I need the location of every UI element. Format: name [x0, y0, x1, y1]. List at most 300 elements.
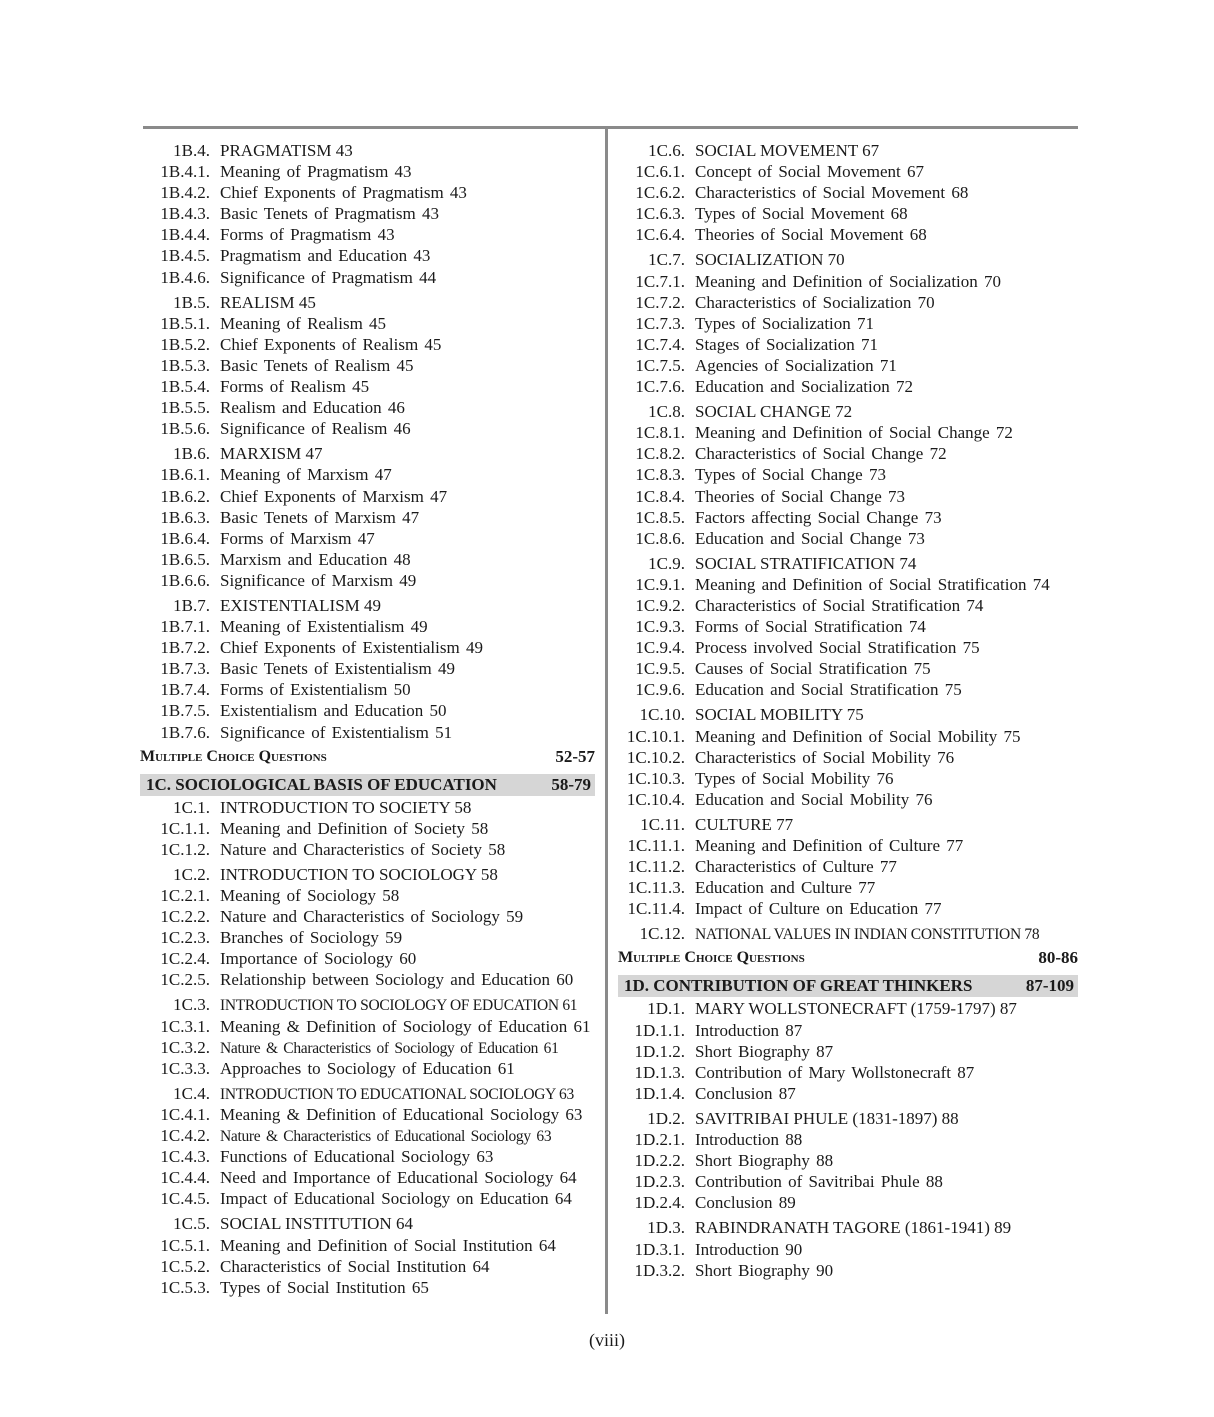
section-number: 1D.1. — [647, 999, 685, 1019]
toc-section-heading — [140, 443, 595, 464]
section-title: Education and Social Stratification 75 — [695, 680, 962, 700]
section-title: Characteristics of Social Institution 64 — [220, 1256, 490, 1276]
section-number: 1C.9.1. — [635, 574, 685, 594]
toc-subsection-item — [618, 182, 1078, 203]
section-number: 1C.2.3. — [160, 928, 210, 948]
section-number: 1C.11.1. — [627, 836, 685, 855]
section-title: Types of Socialization 71 — [695, 313, 875, 333]
toc-subsection-item — [140, 906, 595, 927]
section-title: Meaning and Definition of Social Institution 64 — [220, 1235, 556, 1255]
section-title: Short Biography 87 — [695, 1041, 834, 1061]
section-title: Meaning and Definition of Society 58 — [220, 818, 489, 838]
toc-subsection-item — [618, 658, 1078, 679]
section-number: 1C.11.3. — [627, 878, 685, 898]
section-title: Significance of Marxism 49 — [220, 570, 417, 590]
toc-subsection-item — [140, 818, 595, 839]
toc-subsection-item — [140, 1188, 595, 1209]
section-title: Existentialism and Education 50 — [220, 701, 447, 721]
section-title: Significance of Existentialism 51 — [220, 722, 453, 742]
section-title: Contribution of Mary Wollstonecraft 87 — [695, 1062, 975, 1082]
mcq-pages: 52-57 — [555, 746, 595, 766]
toc-subsection-item — [140, 313, 595, 334]
section-title: SOCIAL MOVEMENT 67 — [695, 141, 880, 160]
column-divider — [605, 126, 608, 1314]
section-title: Functions of Educational Sociology 63 — [220, 1147, 494, 1167]
toc-section-heading — [618, 1217, 1078, 1238]
toc-subsection-item — [140, 161, 595, 182]
section-number: 1B.6.2. — [160, 486, 210, 506]
section-number: 1C.8.5. — [635, 507, 685, 527]
section-title: INTRODUCTION TO EDUCATIONAL SOCIOLOGY 63 — [220, 1085, 574, 1103]
section-title: Causes of Social Stratification 75 — [695, 659, 931, 679]
toc-subsection-item — [140, 839, 595, 860]
section-title: RABINDRANATH TAGORE (1861-1941) 89 — [695, 1218, 1012, 1238]
section-title: Significance of Realism 46 — [220, 419, 411, 439]
section-title: Meaning of Marxism 47 — [220, 465, 392, 485]
section-title: Meaning of Existentialism 49 — [220, 617, 428, 637]
toc-subsection-item — [618, 726, 1078, 747]
toc-subsection-item — [618, 856, 1078, 877]
toc-subsection-item — [618, 376, 1078, 397]
section-number: 1C.6.4. — [635, 225, 685, 245]
toc-subsection-item — [140, 637, 595, 658]
section-number: 1D.1.3. — [634, 1062, 685, 1082]
toc-section-heading — [140, 864, 595, 885]
toc-section-heading — [140, 1213, 595, 1234]
toc-subsection-item — [618, 161, 1078, 182]
section-number: 1C.9.3. — [635, 617, 685, 637]
section-title: SAVITRIBAI PHULE (1831-1897) 88 — [695, 1108, 959, 1128]
section-number: 1B.7.5. — [160, 701, 210, 721]
toc-subsection-item — [140, 1167, 595, 1188]
toc-subsection-item — [618, 595, 1078, 616]
toc-subsection-item — [618, 1192, 1078, 1213]
toc-section-heading — [140, 994, 595, 1015]
section-title: Short Biography 90 — [695, 1260, 834, 1280]
section-title: CULTURE 77 — [695, 814, 794, 834]
section-title: Characteristics of Social Change 72 — [695, 444, 947, 464]
section-title: Impact of Educational Sociology on Education 64 — [220, 1189, 572, 1209]
section-number: 1C.2. — [173, 864, 210, 884]
section-number: 1B.6.1. — [160, 465, 210, 485]
toc-subsection-item — [618, 271, 1078, 292]
section-title: NATIONAL VALUES IN INDIAN CONSTITUTION 78 — [695, 926, 1040, 944]
section-number: 1D.1.1. — [634, 1020, 685, 1040]
section-number: 1C.7.2. — [635, 292, 685, 312]
section-number: 1B.7.3. — [160, 659, 210, 679]
toc-subsection-item — [618, 464, 1078, 485]
section-title: Characteristics of Social Stratification 74 — [695, 595, 984, 615]
section-number: 1C.4.4. — [160, 1168, 210, 1188]
toc-subsection-item — [140, 418, 595, 439]
section-number: 1C.1.1. — [160, 818, 210, 838]
section-title: Marxism and Education 48 — [220, 549, 411, 569]
section-title: Factors affecting Social Change 73 — [695, 507, 942, 527]
section-number: 1C.11.4. — [627, 899, 685, 919]
section-title: Meaning and Definition of Social Mobility 75 — [695, 726, 1021, 746]
section-number: 1C.8.2. — [635, 444, 685, 464]
section-number: 1B.5.5. — [160, 398, 210, 418]
section-number: 1C.7.3. — [635, 313, 685, 333]
section-number: 1B.7.2. — [160, 638, 210, 658]
section-title: Characteristics of Socialization 70 — [695, 292, 935, 312]
toc-subsection-item — [140, 1058, 595, 1079]
section-number: 1C.4.1. — [160, 1104, 210, 1124]
section-number: 1C.10.2. — [626, 747, 685, 767]
mcq-pages: 80-86 — [1038, 948, 1078, 968]
toc-subsection-item — [140, 616, 595, 637]
section-number: 1B.4.2. — [160, 183, 210, 203]
section-number: 1B.5.6. — [160, 419, 210, 439]
toc-section-heading — [618, 704, 1078, 725]
section-number: 1C.4.5. — [160, 1189, 210, 1209]
toc-subsection-item — [618, 1041, 1078, 1062]
toc-subsection-item — [618, 1239, 1078, 1260]
section-title: Forms of Social Stratification 74 — [695, 617, 926, 637]
unit-heading — [618, 975, 1078, 997]
section-number: 1B.7. — [173, 595, 210, 615]
unit-heading — [140, 774, 595, 796]
toc-section-heading — [618, 923, 1078, 944]
section-number: 1C.8.6. — [635, 528, 685, 548]
section-title: Meaning of Realism 45 — [220, 313, 387, 333]
section-number: 1B.5.4. — [160, 377, 210, 397]
section-title: SOCIAL STRATIFICATION 74 — [695, 553, 917, 573]
section-title: Forms of Marxism 47 — [220, 528, 375, 548]
toc-subsection-item — [618, 877, 1078, 898]
section-title: SOCIAL INSTITUTION 64 — [220, 1214, 413, 1234]
toc-subsection-item — [140, 1037, 595, 1058]
toc-subsection-item — [140, 1235, 595, 1256]
section-number: 1B.7.1. — [160, 617, 210, 637]
section-number: 1C.2.1. — [160, 886, 210, 905]
section-number: 1C.4.2. — [160, 1126, 210, 1146]
toc-section-heading — [140, 1083, 595, 1104]
section-number: 1B.6.3. — [160, 507, 210, 527]
toc-subsection-item — [140, 1277, 595, 1298]
toc-section-heading — [140, 292, 595, 313]
section-number: 1C.10.1. — [626, 726, 685, 746]
section-title: Process involved Social Stratification 75 — [695, 638, 980, 658]
section-number: 1B.7.6. — [160, 722, 210, 742]
section-title: Relationship between Sociology and Education 60 — [220, 970, 574, 990]
section-title: Nature and Characteristics of Society 58 — [220, 839, 506, 859]
toc-subsection-item — [618, 1083, 1078, 1104]
toc-subsection-item — [140, 1104, 595, 1125]
section-number: 1C.6.3. — [635, 204, 685, 224]
section-number: 1B.5.2. — [160, 334, 210, 354]
section-title: INTRODUCTION TO SOCIOLOGY 58 — [220, 864, 498, 884]
section-title: Meaning & Definition of Educational Sociology 63 — [220, 1104, 583, 1124]
section-number: 1C.7.1. — [635, 271, 685, 291]
toc-subsection-item — [618, 313, 1078, 334]
section-title: Theories of Social Movement 68 — [695, 225, 927, 245]
toc-subsection-item — [618, 203, 1078, 224]
toc-subsection-item — [618, 224, 1078, 245]
section-number: 1B.4.5. — [160, 246, 210, 266]
mcq-entry — [140, 745, 595, 769]
toc-subsection-item — [618, 747, 1078, 768]
section-title: MARY WOLLSTONECRAFT (1759-1797) 87 — [695, 999, 1017, 1019]
toc-subsection-item — [140, 1146, 595, 1167]
section-title: Short Biography 88 — [695, 1151, 834, 1171]
section-title: Approaches to Sociology of Education 61 — [220, 1058, 515, 1078]
toc-subsection-item — [140, 528, 595, 549]
section-number: 1D.2.1. — [634, 1130, 685, 1150]
section-number: 1D.3.1. — [634, 1239, 685, 1259]
toc-section-heading — [618, 401, 1078, 422]
section-number: 1C.10.3. — [626, 768, 685, 788]
page-number: (viii) — [589, 1330, 625, 1350]
section-title: Basic Tenets of Realism 45 — [220, 355, 414, 375]
section-title: Characteristics of Culture 77 — [695, 857, 897, 877]
section-title: Characteristics of Social Mobility 76 — [695, 747, 955, 767]
toc-subsection-item — [140, 1125, 595, 1146]
section-number: 1C.9.6. — [635, 680, 685, 700]
section-title: Chief Exponents of Realism 45 — [220, 334, 442, 354]
section-number: 1C.6. — [648, 141, 685, 160]
toc-subsection-item — [140, 722, 595, 743]
section-title: Nature & Characteristics of Sociology of Education 61 — [220, 1039, 559, 1057]
section-title: MARXISM 47 — [220, 444, 323, 464]
section-number: 1C.7.4. — [635, 334, 685, 354]
toc-subsection-item — [140, 927, 595, 948]
section-number: 1C.12. — [639, 924, 685, 944]
section-number: 1C.8.3. — [635, 465, 685, 485]
toc-subsection-item — [140, 1016, 595, 1037]
toc-subsection-item — [140, 885, 595, 906]
section-title: Characteristics of Social Movement 68 — [695, 183, 969, 203]
section-number: 1C.2.2. — [160, 907, 210, 927]
section-number: 1D.1.4. — [634, 1083, 685, 1103]
section-number: 1C.5.3. — [160, 1277, 210, 1297]
toc-subsection-item — [618, 1129, 1078, 1150]
toc-subsection-item — [618, 637, 1078, 658]
toc-subsection-item — [618, 507, 1078, 528]
section-number: 1C.8.1. — [635, 423, 685, 443]
section-title: REALISM 45 — [220, 292, 316, 312]
toc-subsection-item — [618, 1062, 1078, 1083]
toc-subsection-item — [618, 422, 1078, 443]
section-title: Chief Exponents of Pragmatism 43 — [220, 183, 467, 203]
section-title: Chief Exponents of Marxism 47 — [220, 486, 448, 506]
section-number: 1C.1.2. — [160, 839, 210, 859]
toc-section-heading — [618, 1108, 1078, 1129]
section-title: Types of Social Change 73 — [695, 465, 886, 485]
section-title: Agencies of Socialization 71 — [695, 355, 897, 375]
toc-subsection-item — [140, 224, 595, 245]
section-number: 1B.6.6. — [160, 570, 210, 590]
section-title: Education and Social Mobility 76 — [695, 789, 933, 809]
section-title: Introduction 90 — [695, 1239, 803, 1259]
section-title: Meaning and Definition of Social Change 72 — [695, 423, 1013, 443]
section-title: Education and Social Change 73 — [695, 528, 925, 548]
section-number: 1B.5. — [173, 292, 210, 312]
section-title: Education and Culture 77 — [695, 878, 876, 898]
section-number: 1C.3.3. — [160, 1058, 210, 1078]
section-title: Conclusion 89 — [695, 1193, 796, 1213]
toc-subsection-item — [618, 679, 1078, 700]
section-number: 1B.7.4. — [160, 680, 210, 700]
toc-subsection-item — [140, 507, 595, 528]
section-number: 1C.9.2. — [635, 595, 685, 615]
section-number: 1B.5.1. — [160, 313, 210, 333]
section-number: 1B.4.1. — [160, 162, 210, 182]
section-title: Chief Exponents of Existentialism 49 — [220, 638, 483, 658]
toc-subsection-item — [618, 835, 1078, 856]
section-title: Forms of Existentialism 50 — [220, 680, 411, 700]
section-number: 1C.7.6. — [635, 377, 685, 397]
toc-subsection-item — [618, 898, 1078, 919]
toc-subsection-item — [140, 679, 595, 700]
mcq-label: Multiple Choice Questions — [618, 949, 805, 967]
toc-subsection-item — [618, 789, 1078, 810]
section-number: 1B.4. — [173, 141, 210, 160]
unit-title: 1C. SOCIOLOGICAL BASIS OF EDUCATION — [146, 774, 497, 794]
section-title: Branches of Sociology 59 — [220, 928, 403, 948]
section-title: Basic Tenets of Existentialism 49 — [220, 659, 456, 679]
section-number: 1C.6.1. — [635, 162, 685, 182]
section-title: Impact of Culture on Education 77 — [695, 899, 942, 919]
section-title: Meaning of Sociology 58 — [220, 886, 400, 905]
toc-subsection-item — [618, 292, 1078, 313]
section-title: Importance of Sociology 60 — [220, 949, 417, 969]
section-number: 1B.4.6. — [160, 267, 210, 287]
section-title: Education and Socialization 72 — [695, 377, 913, 397]
toc-subsection-item — [140, 969, 595, 990]
section-number: 1C.5.2. — [160, 1256, 210, 1276]
toc-subsection-item — [140, 334, 595, 355]
section-title: Contribution of Savitribai Phule 88 — [695, 1172, 943, 1192]
section-number: 1D.1.2. — [634, 1041, 685, 1061]
section-number: 1B.5.3. — [160, 355, 210, 375]
toc-section-heading — [618, 998, 1078, 1019]
toc-subsection-item — [618, 443, 1078, 464]
section-title: Meaning and Definition of Socialization 70 — [695, 271, 1002, 291]
toc-subsection-item — [140, 549, 595, 570]
section-number: 1C.9. — [648, 553, 685, 573]
toc-subsection-item — [618, 768, 1078, 789]
unit-pages: 87-109 — [1025, 976, 1074, 996]
mcq-label: Multiple Choice Questions — [140, 747, 327, 765]
toc-section-heading — [140, 140, 595, 161]
toc-subsection-item — [140, 658, 595, 679]
section-title: Need and Importance of Educational Sociology 64 — [220, 1168, 577, 1188]
toc-section-heading — [618, 140, 1078, 161]
toc-subsection-item — [140, 245, 595, 266]
section-title: INTRODUCTION TO SOCIETY 58 — [220, 797, 472, 817]
section-number: 1C.11.2. — [627, 857, 685, 877]
toc-subsection-item — [140, 376, 595, 397]
section-number: 1C.1. — [173, 797, 210, 817]
section-number: 1C.8.4. — [635, 486, 685, 506]
toc-subsection-item — [618, 528, 1078, 549]
section-title: INTRODUCTION TO SOCIOLOGY OF EDUCATION 61 — [220, 997, 578, 1015]
section-title: Introduction 88 — [695, 1130, 803, 1150]
section-title: Types of Social Institution 65 — [220, 1277, 429, 1297]
section-title: Forms of Pragmatism 43 — [220, 225, 395, 245]
section-title: Realism and Education 46 — [220, 398, 405, 418]
section-number: 1B.6.5. — [160, 549, 210, 569]
section-title: PRAGMATISM 43 — [220, 141, 353, 160]
toc-subsection-item — [618, 355, 1078, 376]
toc-subsection-item — [618, 1020, 1078, 1041]
section-number: 1D.3.2. — [634, 1260, 685, 1280]
section-number: 1B.6. — [173, 444, 210, 464]
toc-subsection-item — [140, 948, 595, 969]
section-number: 1C.9.4. — [635, 638, 685, 658]
section-title: Significance of Pragmatism 44 — [220, 267, 437, 287]
toc-section-heading — [618, 249, 1078, 270]
section-number: 1D.2.3. — [634, 1172, 685, 1192]
section-title: Basic Tenets of Marxism 47 — [220, 507, 420, 527]
toc-subsection-item — [618, 1171, 1078, 1192]
section-number: 1B.4.4. — [160, 225, 210, 245]
section-number: 1C.4. — [173, 1083, 210, 1103]
toc-subsection-item — [618, 486, 1078, 507]
section-number: 1D.2. — [647, 1108, 685, 1128]
section-title: Pragmatism and Education 43 — [220, 246, 431, 266]
section-title: Introduction 87 — [695, 1020, 803, 1040]
unit-title: 1D. CONTRIBUTION OF GREAT THINKERS — [624, 976, 973, 996]
toc-section-heading — [618, 814, 1078, 835]
toc-subsection-item — [618, 574, 1078, 595]
section-number: 1C.6.2. — [635, 183, 685, 203]
section-title: Meaning and Definition of Social Stratification 74 — [695, 574, 1050, 594]
toc-subsection-item — [140, 1256, 595, 1277]
toc-subsection-item — [140, 700, 595, 721]
toc-subsection-item — [140, 267, 595, 288]
section-number: 1C.7. — [648, 250, 685, 270]
section-title: EXISTENTIALISM 49 — [220, 595, 382, 615]
toc-subsection-item — [618, 334, 1078, 355]
section-number: 1C.7.5. — [635, 355, 685, 375]
section-title: Theories of Social Change 73 — [695, 486, 906, 506]
toc-left-column — [140, 140, 595, 1298]
section-number: 1D.2.4. — [634, 1193, 685, 1213]
toc-subsection-item — [618, 1150, 1078, 1171]
section-title: Nature and Characteristics of Sociology 59 — [220, 907, 524, 927]
section-title: Conclusion 87 — [695, 1083, 796, 1103]
section-title: Nature & Characteristics of Educational Sociology 63 — [220, 1128, 552, 1146]
section-title: SOCIAL CHANGE 72 — [695, 402, 853, 422]
section-title: Forms of Realism 45 — [220, 377, 370, 397]
toc-subsection-item — [618, 616, 1078, 637]
section-title: Concept of Social Movement 67 — [695, 162, 924, 182]
toc-subsection-item — [140, 464, 595, 485]
toc-subsection-item — [140, 182, 595, 203]
section-title: SOCIALIZATION 70 — [695, 250, 845, 270]
toc-section-heading — [618, 553, 1078, 574]
section-number: 1C.5. — [173, 1214, 210, 1234]
section-title: Types of Social Mobility 76 — [695, 768, 894, 788]
section-number: 1C.5.1. — [160, 1235, 210, 1255]
section-number: 1C.2.4. — [160, 949, 210, 969]
section-number: 1C.8. — [648, 402, 685, 422]
section-title: Meaning and Definition of Culture 77 — [695, 836, 964, 855]
section-title: Meaning & Definition of Sociology of Education 61 — [220, 1016, 591, 1036]
toc-section-heading — [140, 595, 595, 616]
section-number: 1C.3.1. — [160, 1016, 210, 1036]
section-number: 1D.3. — [647, 1218, 685, 1238]
section-number: 1C.10. — [639, 705, 685, 725]
section-number: 1C.3. — [173, 995, 210, 1015]
top-rule — [143, 126, 1078, 129]
section-title: Types of Social Movement 68 — [695, 204, 908, 224]
unit-pages: 58-79 — [551, 774, 591, 794]
section-number: 1C.4.3. — [160, 1147, 210, 1167]
section-number: 1C.2.5. — [160, 970, 210, 990]
